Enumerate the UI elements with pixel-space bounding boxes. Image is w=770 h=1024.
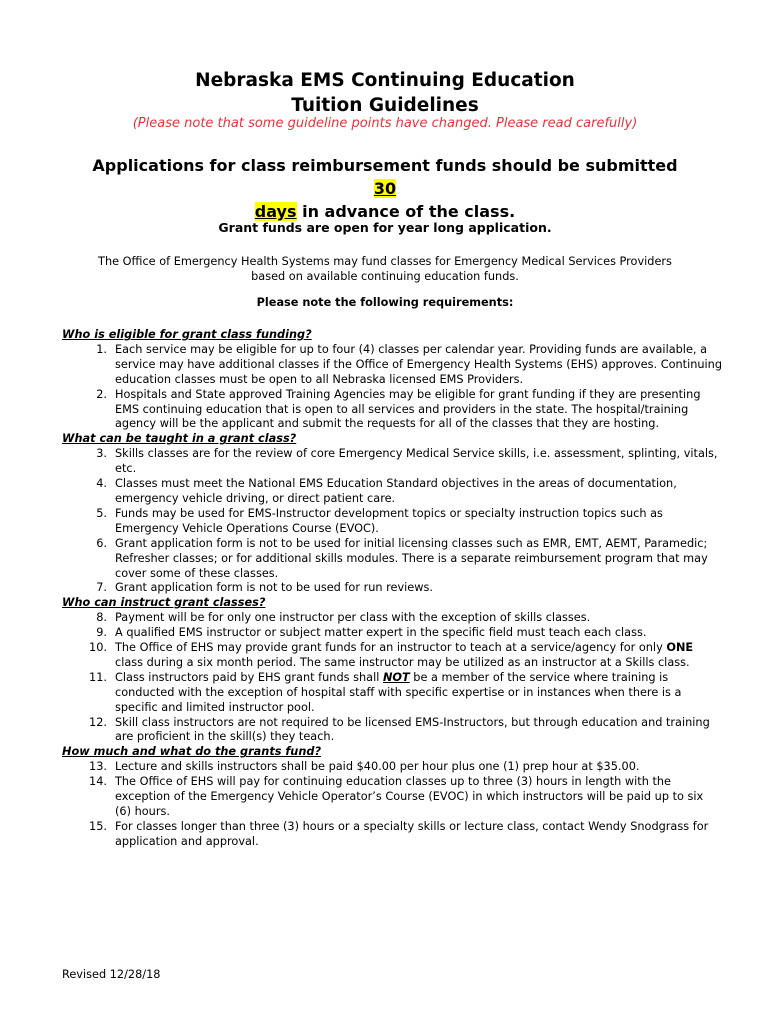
list-item [62,507,722,537]
list-item [62,581,722,596]
item-text: The Office of EHS will pay for continuing education classes up to three (3) hours in length with the exception of the Emergency Vehicle Operator’s Course (EVOC) in which instructors will be paid up to six (6) hours. [115,775,704,818]
item-number: 9. [96,626,107,640]
list-item [62,447,722,477]
list-item [62,477,722,507]
item-text: Skill class instructors are not required to be licensed EMS-Instructors, but through education and training are proficient in the skill(s) they teach. [115,715,710,744]
item-number: 1. [96,342,107,356]
item-text: Grant application form is not to be used for initial licensing classes such as EMR, EMT, AEMT, Paramedic; Refresher classes; or for additional skills modules. There is a separate reimbursement program that may cover some of these classes. [115,536,708,580]
list-item [62,716,722,746]
item-number: 4. [96,477,107,491]
headline-highlight-30: 30 [373,179,397,198]
list-item [62,611,722,626]
emphasis-one: ONE [666,641,694,655]
list-item [62,760,722,775]
item-number: 7. [96,581,107,595]
item-text: For classes longer than three (3) hours or a specialty skills or lecture class, contact Wendy Snodgrass for application and approval. [115,819,709,848]
item-text: A qualified EMS instructor or subject matter expert in the specific field must teach each class. [115,626,647,640]
item-text: Classes must meet the National EMS Education Standard objectives in the areas of documentation, emergency vehicle driving, or direct patient care. [115,477,677,505]
section-heading-eligibility: Who is eligible for grant class funding? [62,328,312,341]
item-number: 6. [96,536,107,550]
subtitle-note: (Please note that some guideline points have changed. Please read carefully) [132,116,638,131]
item-text: Skills classes are for the review of core Emergency Medical Service skills, i.e. assessment, splinting, vitals, etc. [115,447,718,476]
headline-part-2: in advance of the class. [296,202,516,221]
section-heading-content: What can be taught in a grant class? [62,432,297,446]
item-number: 8. [96,611,107,625]
requirements-heading: Please note the following requirements: [256,296,514,309]
title-line-1: Nebraska EMS Continuing Education [195,70,575,91]
item-number: 10. [89,641,107,655]
item-text: Payment will be for only one instructor per class with the exception of skills classes. [115,611,591,625]
item-text: Hospitals and State approved Training Agencies may be eligible for grant funding if they are presenting EMS continuing education that is open to all services and providers in the state. The hospital/training agency will be the applicant and submit the requests for all of the classes that they are hosting. [115,387,701,431]
item-number: 12. [89,715,107,729]
item-number: 3. [96,447,107,461]
headline-highlight-days: days [254,202,297,221]
submission-headline [90,154,680,223]
item-text: Grant application form is not to be used for run reviews. [115,581,433,595]
section-heading-funding: How much and what do the grants fund? [62,745,322,759]
section-heading-instructors: Who can instruct grant classes? [62,596,266,610]
item-text-part: Class instructors paid by EHS grant funds shall [115,670,383,684]
list-item [62,626,722,641]
item-number: 11. [89,670,107,684]
list-item [62,775,722,820]
item-number: 15. [89,819,107,833]
item-text [115,641,722,671]
list-item [62,388,722,433]
list-item [62,641,722,671]
item-text-part: be a member of the service where training is conducted with the exception of hospital staff with specific expertise or in instances when there is a specific and limited instructor pool. [115,670,682,714]
item-number: 13. [89,760,107,774]
title-line-2: Tuition Guidelines [291,95,479,116]
item-number: 14. [89,775,107,789]
item-text: Lecture and skills instructors shall be paid $40.00 per hour plus one (1) prep hour at $35.00. [115,760,640,774]
headline-part-1: Applications for class reimbursement funds should be submitted [92,156,678,175]
guidelines-list [62,328,722,850]
grant-open-notice: Grant funds are open for year long application. [218,220,552,235]
item-text: Each service may be eligible for up to four (4) classes per calendar year. Providing funds are available, a service may have additional classes if the Office of Emergency Health Systems (EHS) approves. Continuing education classes must be open to all Nebraska licensed EMS Providers. [115,342,723,386]
item-text-part: The Office of EHS may provide grant funds for an instructor to teach at a service/agency for only [115,641,667,655]
item-text-part: class during a six month period. The same instructor may be utilized as an instructor at a Skills class. [115,655,690,669]
emphasis-not: NOT [382,670,410,684]
item-number: 5. [96,506,107,520]
list-item [62,671,722,716]
item-text [115,671,722,716]
revision-date: Revised 12/28/18 [62,968,161,981]
list-item [62,343,722,388]
item-text: Funds may be used for EMS-Instructor development topics or specialty instruction topics such as Emergency Vehicle Operations Course (EVOC). [115,506,663,535]
office-description: The Office of Emergency Health Systems may fund classes for Emergency Medical Services Providers based on available continuing education funds. [98,255,672,283]
list-item [62,820,722,850]
list-item [62,537,722,582]
item-number: 2. [96,387,107,401]
